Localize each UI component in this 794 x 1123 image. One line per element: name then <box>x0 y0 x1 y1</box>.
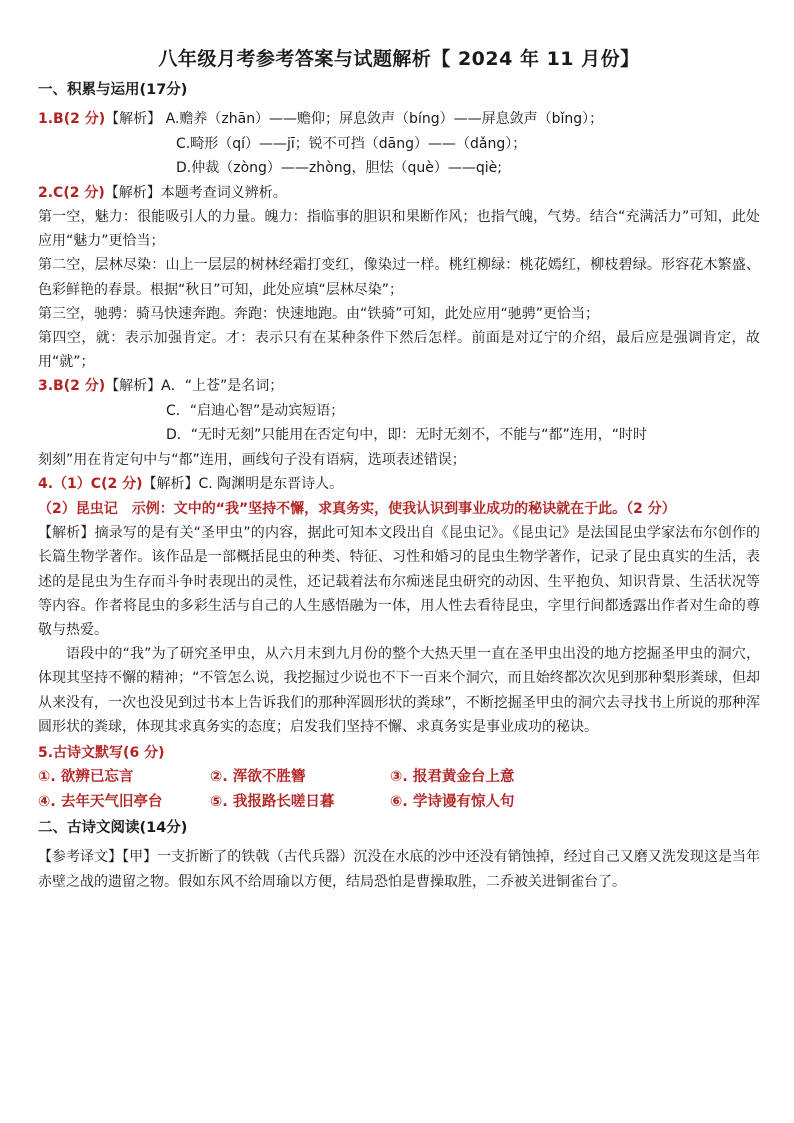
q4-part1 <box>38 472 760 497</box>
q4-text-1: C. 陶渊明是东晋诗人。 <box>198 476 344 493</box>
q2-blank-3: 第三空，驰骋：骑马快速奔跑。奔跑：快速地跑。由“铁骑”可知，此处应用“驰骋”更恰当； <box>38 305 600 322</box>
q2-blank-1: 第一空，魅力：很能吸引人的力量。魄力：指临事的胆识和果断作风；也指气魄，气势。结合“充满活力”可知，此处应用“魅力”更恰当； <box>38 209 760 250</box>
section-heading-1: 一、积累与运用(17分) <box>38 82 188 98</box>
q2-line <box>38 181 760 206</box>
q1-line-a <box>38 107 760 132</box>
q1-label: 1.B(2 分) <box>38 111 106 127</box>
q1-option-a: A.赡养（zhān）——赡仰；屏息敛声（bíng）——屏息敛声（bǐng）； <box>161 111 604 127</box>
q3-option-c: C．“启迪心智”是动宾短语； <box>166 402 345 419</box>
answer-sheet <box>38 44 760 894</box>
q2-tag: 【解析】 <box>104 184 161 201</box>
q4-analysis-1-text: 摘录写的是有关“圣甲虫”的内容，据此可知本文段出自《昆虫记》。《昆虫记》是法国昆虫学家法布尔创作的长篇生物学著作。该作品是一部概括昆虫的种类、特征、习性和婚习的昆虫生物学著作，记录了昆虫真实的生活，表述的是昆虫为生存而斗争时表现出的灵性，还记载着法布尔痴迷昆虫研究的动因、生平抱负、知识背景、生活状况等等内容。作者将昆虫的多彩生活与自己的人生感悟融为一体，用人性去看待昆虫，字里行间都透露出作者对生命的尊敬与热爱。 <box>38 525 760 638</box>
translation-text: 【甲】一支折断了的铁戟（古代兵器）沉没在水底的沙中还没有销蚀掉，经过自己又磨又洗发现这是当年赤壁之战的遗留之物。假如东风不给周瑜以方便，结局恐怕是曹操取胜，二乔被关进铜雀台了。 <box>38 849 761 890</box>
q5-answer-5: ⑤. 我报路长嗟日暮 <box>210 794 335 811</box>
q4-tag-1: 【解析】 <box>142 476 199 493</box>
q5-row-2 <box>38 790 760 815</box>
q3-option-d-1: D．“无时无刻”只能用在否定句中，即：无时无刻不，不能与“都”连用，“时时 <box>166 427 648 444</box>
q4-analysis-1 <box>38 521 760 642</box>
q5-answer-2: ②. 浑欲不胜簪 <box>210 769 306 786</box>
q2-intro: 本题考查词义辨析。 <box>160 184 287 201</box>
q3-option-a: A．“上苍”是名词； <box>161 378 284 395</box>
q3-label: 3.B(2 分) <box>38 378 106 395</box>
q4-analysis-2: 语段中的“我”为了研究圣甲虫，从六月末到九月份的整个大热天里一直在圣甲虫出没的地方挖掘圣甲虫的洞穴，体现其坚持不懈的精神；“不管怎么说，我挖掘过少说也不下一百来个洞穴，而且始终都次次见到那种梨形粪球，但却从来没有，一次也没见到过书本上告诉我们的那种浑圆形状的粪球”，不断挖掘圣甲虫的洞穴去寻找书上所说的那种浑圆形状的粪球，体现其求真务实的态度；启发我们坚持不懈、求真务实是事业成功的秘诀。 <box>38 646 760 735</box>
page-title: 八年级月考参考答案与试题解析【 2024 年 11 月份】 <box>158 48 640 70</box>
q2-blank-2: 第二空，层林尽染：山上一层层的树林经霜打变红，像染过一样。桃红柳绿：桃花嫣红，柳枝碧绿。形容花木繁盛、色彩鲜艳的春景。根据“秋日”可知，此处应填“层林尽染”； <box>38 257 760 298</box>
section-heading-2: 二、古诗文阅读(14分) <box>38 820 188 837</box>
q1-tag: 【解析】 <box>105 111 162 127</box>
q4-part2-answer: （2）昆虫记 示例：文中的“我”坚持不懈，求真务实，使我认识到事业成功的秘诀就在于此。（2 分） <box>38 500 676 517</box>
q2-blank-4: 第四空，就：表示加强肯定。才：表示只有在某种条件下然后怎样。前面是对辽宁的介绍，最后应是强调肯定，故用“就”； <box>38 330 760 371</box>
q3-tag: 【解析】 <box>105 378 162 395</box>
q3-line-a <box>38 374 760 399</box>
q1-option-d: D.仲裁（zòng）——zhòng，胆怯（què）——qiè; <box>176 160 502 176</box>
q5-row-1 <box>38 765 760 790</box>
q5-answer-3: ③. 报君黄金台上意 <box>390 769 515 786</box>
q4-label-1: 4.（1）C(2 分) <box>38 476 143 493</box>
reference-translation <box>38 845 760 893</box>
q1-option-c: C.畸形（qí）——jī；锐不可挡（dāng）——（dǎng）； <box>176 135 527 152</box>
q2-label: 2.C(2 分) <box>38 184 105 201</box>
q5-answer-1: ①. 欲辨已忘言 <box>38 769 134 786</box>
q5-label: 5.古诗文默写(6 分) <box>38 744 165 761</box>
translation-tag: 【参考译文】 <box>38 849 123 866</box>
q5-answer-4: ④. 去年天气旧亭台 <box>38 794 163 811</box>
q4-tag-2: 【解析】 <box>38 525 95 542</box>
q3-option-d-2: 刻刻”用在肯定句中与“都”连用，画线句子没有语病，选项表述错误； <box>38 451 466 468</box>
q5-answer-6: ⑥. 学诗谩有惊人句 <box>390 794 515 811</box>
